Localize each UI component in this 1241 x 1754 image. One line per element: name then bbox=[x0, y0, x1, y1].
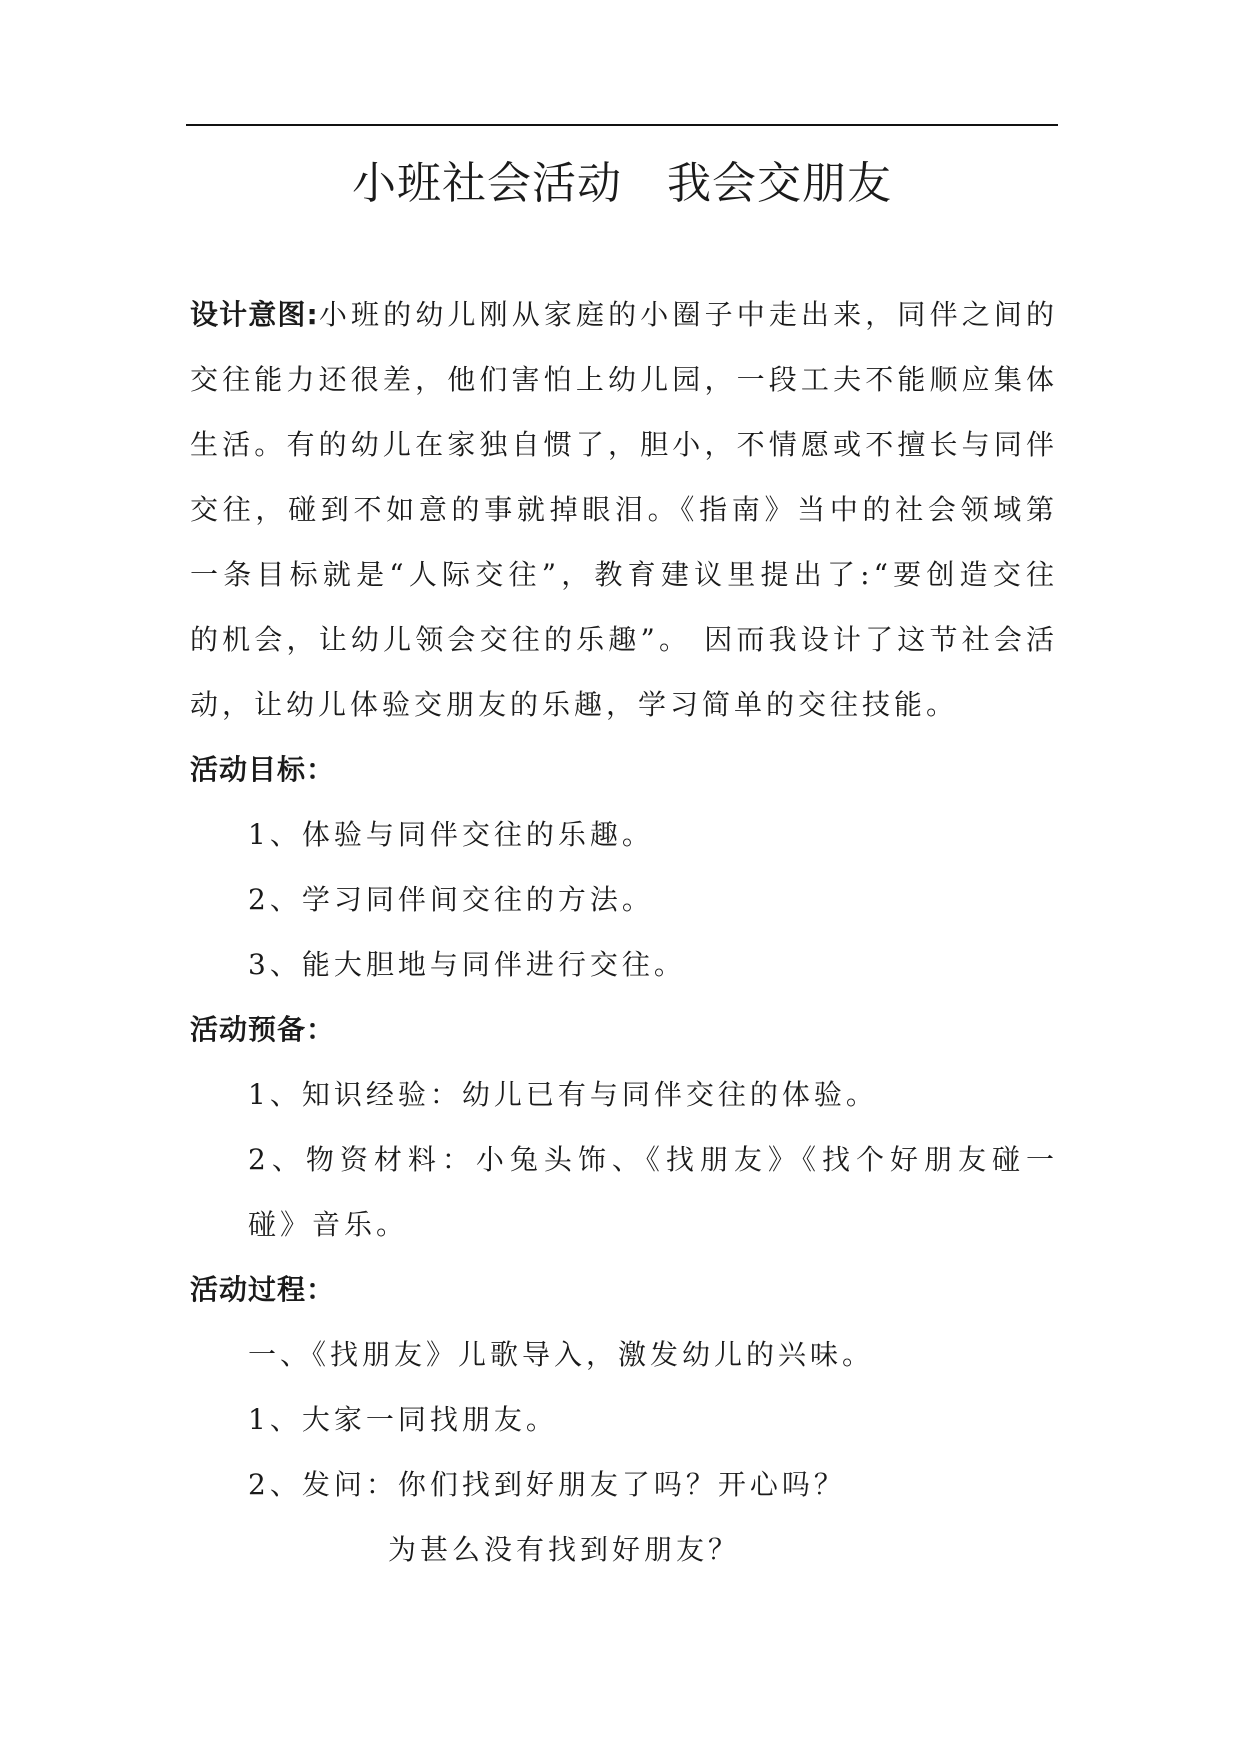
design-intent-paragraph bbox=[190, 282, 1058, 737]
process-item: 1、大家一同找朋友。 bbox=[248, 1403, 558, 1436]
preparation-heading: 活动预备： bbox=[190, 1013, 336, 1046]
document-body bbox=[190, 282, 1058, 1582]
page-title: 小班社会活动 我会交朋友 bbox=[352, 158, 892, 209]
process-item: 2、发问：你们找到好朋友了吗？开心吗？ bbox=[248, 1468, 846, 1501]
process-followup: 为甚么没有找到好朋友？ bbox=[388, 1533, 741, 1566]
process-heading: 活动过程： bbox=[190, 1273, 336, 1306]
preparation-item: 1、知识经验：幼儿已有与同伴交往的体验。 bbox=[248, 1078, 878, 1111]
process-item: 一、《找朋友》儿歌导入，激发幼儿的兴味。 bbox=[248, 1338, 875, 1371]
design-intent-label: 设计意图: bbox=[190, 298, 319, 331]
goal-item: 1、体验与同伴交往的乐趣。 bbox=[248, 818, 654, 851]
goal-item: 2、学习同伴间交往的方法。 bbox=[248, 883, 654, 916]
goals-heading: 活动目标： bbox=[190, 753, 336, 786]
header-rule bbox=[186, 124, 1058, 126]
goal-item: 3、能大胆地与同伴进行交往。 bbox=[248, 948, 686, 981]
design-intent-text: 小班的幼儿刚从家庭的小圈子中走出来，同伴之间的交往能力还很差，他们害怕上幼儿园，一段工夫不能顺应集体生活。有的幼儿在家独自惯了，胆小，不情愿或不擅长与同伴交往，碰到不如意的事就掉眼泪。《指南》当中的社会领域第一条目标就是“人际交往”，教育建议里提出了:“要创造交往的机会，让幼儿领会交往的乐趣”。 因而我设计了这节社会活动，让幼儿体验交朋友的乐趣，学习简单的交往技能。 bbox=[190, 298, 1058, 721]
preparation-item: 2、物资材料：小兔头饰、《找朋友》《找个好朋友碰一碰》音乐。 bbox=[248, 1143, 1058, 1241]
